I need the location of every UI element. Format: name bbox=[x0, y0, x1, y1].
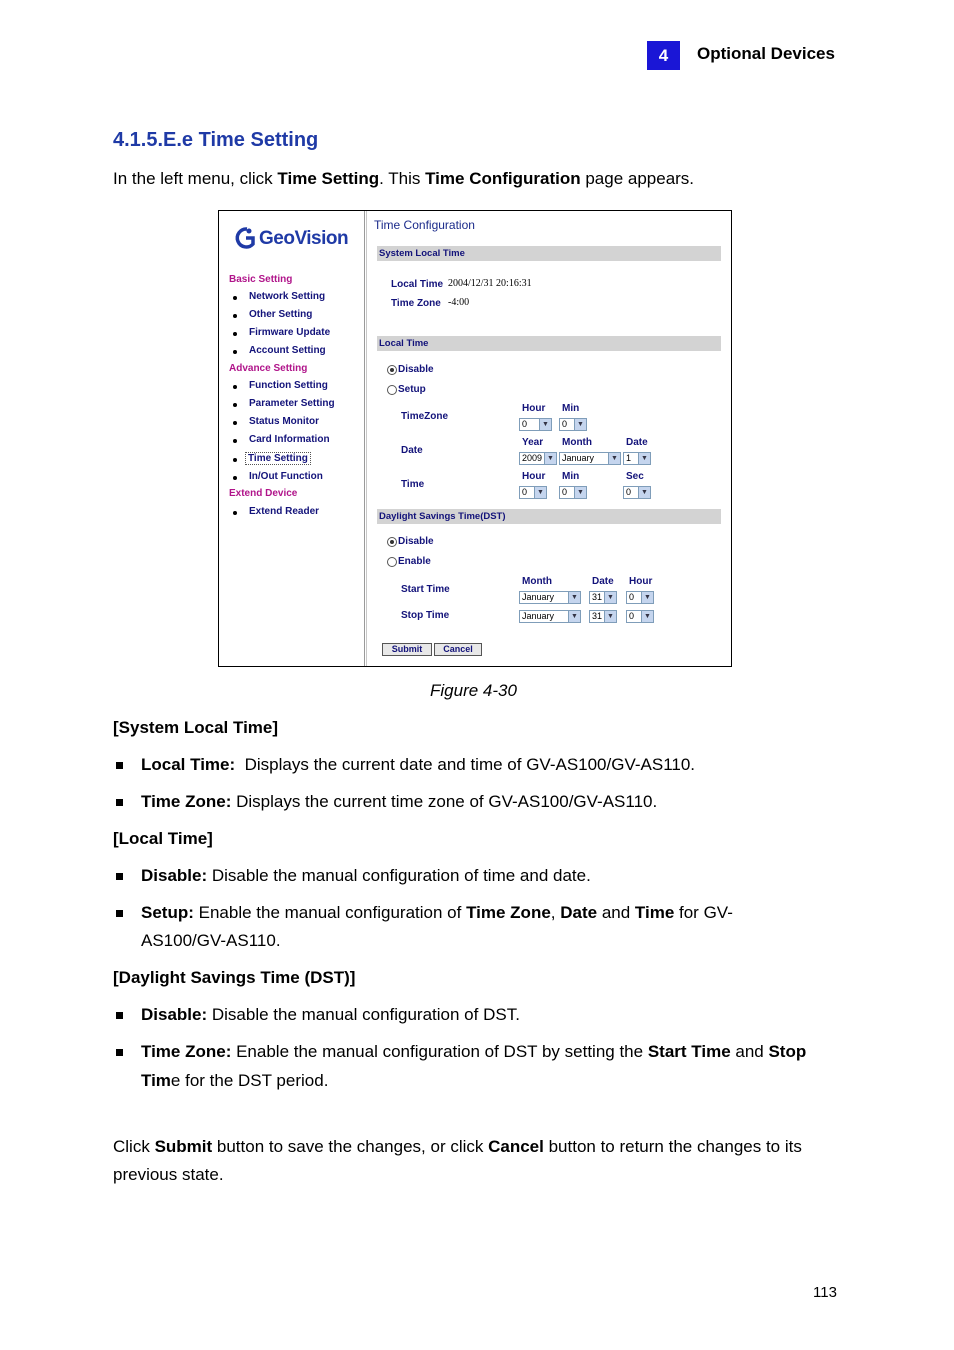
intro-bold: Time Setting bbox=[277, 169, 380, 188]
bullet-bold: Time bbox=[634, 903, 675, 922]
menu-extend-reader[interactable]: Extend Reader bbox=[249, 506, 320, 517]
dst-disable-label: Disable bbox=[398, 536, 434, 547]
section-heading: 4.1.5.E.e Time Setting bbox=[113, 129, 319, 151]
bullet-text: for GV- bbox=[674, 903, 733, 922]
chevron-down-icon: ▼ bbox=[641, 592, 653, 603]
bullet-icon bbox=[233, 439, 237, 443]
system-local-time-heading: [System Local Time] bbox=[113, 718, 279, 737]
stop-date-select[interactable] bbox=[589, 610, 617, 623]
chapter-title: Optional Devices bbox=[697, 44, 835, 63]
bullet-bold: Disable: bbox=[141, 866, 208, 885]
square-bullet-icon bbox=[116, 910, 123, 917]
square-bullet-icon bbox=[116, 762, 123, 769]
intro-paragraph bbox=[113, 165, 694, 193]
select-value: 0 bbox=[626, 487, 632, 497]
closing-paragraph bbox=[113, 1133, 853, 1161]
bullet-icon bbox=[233, 421, 237, 425]
bullet-local-time bbox=[141, 751, 695, 779]
dst-enable-label: Enable bbox=[398, 556, 431, 567]
select-value: 0 bbox=[562, 419, 568, 429]
dst-enable-radio[interactable] bbox=[387, 557, 397, 567]
bullet-icon bbox=[233, 458, 237, 462]
time-zone-value: -4:00 bbox=[448, 297, 470, 308]
band-dst: Daylight Savings Time(DST) bbox=[377, 509, 721, 524]
submit-button[interactable]: Submit bbox=[382, 643, 432, 656]
time-hour-select[interactable] bbox=[519, 486, 547, 499]
bullet-bold: Tim bbox=[141, 1071, 171, 1090]
stop-month-select[interactable] bbox=[519, 610, 581, 623]
menu-card-information[interactable]: Card Information bbox=[249, 434, 330, 445]
bullet-text: Enable the manual configuration of DST by setting the bbox=[231, 1042, 648, 1061]
select-value: 31 bbox=[592, 592, 603, 602]
bullet-icon bbox=[233, 350, 237, 354]
local-disable-label: Disable bbox=[398, 364, 434, 375]
bullet-text: Displays the current time zone of GV-AS100/GV-AS110. bbox=[231, 792, 658, 811]
select-value: January bbox=[522, 611, 555, 621]
closing-bold: Submit bbox=[154, 1137, 213, 1156]
intro-bold: Time Configuration bbox=[425, 169, 581, 188]
bullet-text: Disable the manual configuration of time and date. bbox=[207, 866, 591, 885]
square-bullet-icon bbox=[116, 1012, 123, 1019]
select-value: 0 bbox=[522, 419, 528, 429]
bullet-text: e for the DST period. bbox=[170, 1071, 329, 1090]
timezone-label: TimeZone bbox=[401, 411, 449, 422]
select-value: 2009 bbox=[522, 453, 543, 463]
chevron-down-icon: ▼ bbox=[574, 487, 586, 498]
bullet-dst-line2 bbox=[141, 1067, 328, 1095]
menu-time-setting[interactable]: Time Setting bbox=[245, 452, 311, 465]
config-title: Time Configuration bbox=[374, 218, 475, 232]
time-sec-select[interactable] bbox=[623, 486, 651, 499]
select-value: 31 bbox=[592, 611, 603, 621]
time-label: Time bbox=[401, 479, 425, 490]
dst-disable-radio[interactable] bbox=[387, 537, 397, 547]
chevron-down-icon: ▼ bbox=[574, 419, 586, 430]
select-value: 0 bbox=[629, 611, 635, 621]
chapter-number-badge: 4 bbox=[647, 41, 680, 70]
square-bullet-icon bbox=[116, 799, 123, 806]
bullet-icon bbox=[233, 296, 237, 300]
chevron-down-icon: ▼ bbox=[539, 419, 551, 430]
hour-head: Hour bbox=[522, 403, 546, 414]
intro-text: page appears. bbox=[580, 169, 695, 188]
bullet-bold: Time Zone bbox=[466, 903, 551, 922]
bullet-icon bbox=[233, 476, 237, 480]
cancel-button[interactable]: Cancel bbox=[434, 643, 482, 656]
bullet-icon bbox=[233, 314, 237, 318]
logo-text: GeoVision bbox=[259, 228, 349, 249]
sec-head: Sec bbox=[626, 471, 644, 482]
chevron-down-icon: ▼ bbox=[534, 487, 546, 498]
closing-line2: previous state. bbox=[113, 1165, 224, 1184]
bullet-icon bbox=[233, 403, 237, 407]
bullet-bold: Date bbox=[560, 903, 598, 922]
bullet-text: Disable the manual configuration of DST. bbox=[207, 1005, 520, 1024]
local-time-heading: [Local Time] bbox=[113, 829, 213, 848]
chevron-down-icon: ▼ bbox=[604, 592, 616, 603]
start-date-select[interactable] bbox=[589, 591, 617, 604]
year-select[interactable] bbox=[519, 452, 557, 465]
bullet-setup-line2: AS100/GV-AS110. bbox=[141, 931, 281, 950]
bullet-bold: Time Zone: bbox=[141, 1042, 232, 1061]
bullet-bold: Local Time: bbox=[141, 755, 236, 774]
intro-text: In the left menu, click bbox=[113, 169, 278, 188]
month-head: Month bbox=[562, 437, 592, 448]
bullet-disable bbox=[141, 862, 591, 890]
page-number: 113 bbox=[813, 1284, 837, 1301]
local-time-value: 2004/12/31 20:16:31 bbox=[448, 278, 532, 289]
stop-time-label: Stop Time bbox=[401, 610, 450, 621]
local-setup-radio[interactable] bbox=[387, 385, 397, 395]
select-value: January bbox=[522, 592, 555, 602]
menu-parameter-setting[interactable]: Parameter Setting bbox=[249, 398, 335, 409]
menu-head-advance: Advance Setting bbox=[229, 363, 308, 374]
menu-other-setting[interactable]: Other Setting bbox=[249, 309, 313, 320]
tz-hour-select[interactable] bbox=[519, 418, 552, 431]
chevron-down-icon: ▼ bbox=[638, 453, 650, 464]
menu-status-monitor[interactable]: Status Monitor bbox=[249, 416, 319, 427]
chevron-down-icon: ▼ bbox=[568, 611, 580, 622]
square-bullet-icon bbox=[116, 873, 123, 880]
menu-account-setting[interactable]: Account Setting bbox=[249, 345, 326, 356]
start-month-select[interactable] bbox=[519, 591, 581, 604]
bullet-icon bbox=[233, 385, 237, 389]
bullet-dst-disable bbox=[141, 1001, 520, 1029]
bullet-icon bbox=[233, 332, 237, 336]
select-value: 0 bbox=[522, 487, 528, 497]
local-setup-label: Setup bbox=[398, 384, 426, 395]
menu-firmware-update[interactable]: Firmware Update bbox=[249, 327, 331, 338]
chevron-down-icon: ▼ bbox=[608, 453, 620, 464]
intro-text: . This bbox=[379, 169, 426, 188]
tz-min-select[interactable] bbox=[559, 418, 587, 431]
closing-text: button to save the changes, or click bbox=[212, 1137, 489, 1156]
bullet-bold: Setup: bbox=[141, 903, 194, 922]
figure-sidebar bbox=[219, 211, 365, 666]
band-local-time: Local Time bbox=[377, 336, 721, 351]
bullet-time-zone bbox=[141, 788, 657, 816]
dst-hour-head: Hour bbox=[629, 576, 653, 587]
select-value: 0 bbox=[629, 592, 635, 602]
bullet-text: and bbox=[597, 903, 635, 922]
square-bullet-icon bbox=[116, 1049, 123, 1056]
select-value: 0 bbox=[562, 487, 568, 497]
date-label: Date bbox=[401, 445, 423, 456]
bullet-bold: Start Time bbox=[647, 1042, 731, 1061]
menu-function-setting[interactable]: Function Setting bbox=[249, 380, 328, 391]
closing-bold: Cancel bbox=[488, 1137, 544, 1156]
menu-head-basic: Basic Setting bbox=[229, 274, 293, 285]
bullet-text: and bbox=[730, 1042, 769, 1061]
time-configuration-screenshot bbox=[218, 210, 732, 667]
time-min-select[interactable] bbox=[559, 486, 587, 499]
chevron-down-icon: ▼ bbox=[568, 592, 580, 603]
chevron-down-icon: ▼ bbox=[638, 487, 650, 498]
start-time-label: Start Time bbox=[401, 584, 450, 595]
local-time-label: Local Time bbox=[391, 279, 444, 290]
chevron-down-icon: ▼ bbox=[544, 453, 556, 464]
bullet-dst-time-zone bbox=[141, 1038, 841, 1066]
local-disable-radio[interactable] bbox=[387, 365, 397, 375]
figure-main-panel bbox=[367, 211, 731, 666]
dst-date-head: Date bbox=[592, 576, 614, 587]
bullet-icon bbox=[233, 511, 237, 515]
min-head: Min bbox=[562, 403, 580, 414]
hour-head: Hour bbox=[522, 471, 546, 482]
chevron-down-icon: ▼ bbox=[604, 611, 616, 622]
bullet-bold: Disable: bbox=[141, 1005, 208, 1024]
menu-network-setting[interactable]: Network Setting bbox=[249, 291, 326, 302]
stop-hour-select[interactable] bbox=[626, 610, 654, 623]
menu-in-out-function[interactable]: In/Out Function bbox=[249, 471, 323, 482]
select-value: 1 bbox=[626, 453, 632, 463]
start-hour-select[interactable] bbox=[626, 591, 654, 604]
min-head: Min bbox=[562, 471, 580, 482]
select-value: January bbox=[562, 453, 595, 463]
closing-text: button to return the changes to its bbox=[543, 1137, 802, 1156]
year-head: Year bbox=[522, 437, 544, 448]
bullet-text: Enable the manual configuration of bbox=[193, 903, 467, 922]
month-select[interactable] bbox=[559, 452, 621, 465]
dst-heading: [Daylight Savings Time (DST)] bbox=[113, 968, 356, 987]
date-select[interactable] bbox=[623, 452, 651, 465]
bullet-bold: Stop bbox=[768, 1042, 807, 1061]
bullet-text: , bbox=[550, 903, 561, 922]
bullet-bold: Time Zone: bbox=[141, 792, 232, 811]
date-head: Date bbox=[626, 437, 648, 448]
bullet-setup bbox=[141, 899, 801, 927]
band-system-local-time: System Local Time bbox=[377, 246, 721, 261]
dst-month-head: Month bbox=[522, 576, 552, 587]
closing-text: Click bbox=[113, 1137, 155, 1156]
chevron-down-icon: ▼ bbox=[641, 611, 653, 622]
bullet-text: Displays the current date and time of GV-AS100/GV-AS110. bbox=[235, 755, 696, 774]
time-zone-label: Time Zone bbox=[391, 298, 441, 309]
figure-caption: Figure 4-30 bbox=[430, 681, 517, 700]
menu-head-extend: Extend Device bbox=[229, 488, 298, 499]
